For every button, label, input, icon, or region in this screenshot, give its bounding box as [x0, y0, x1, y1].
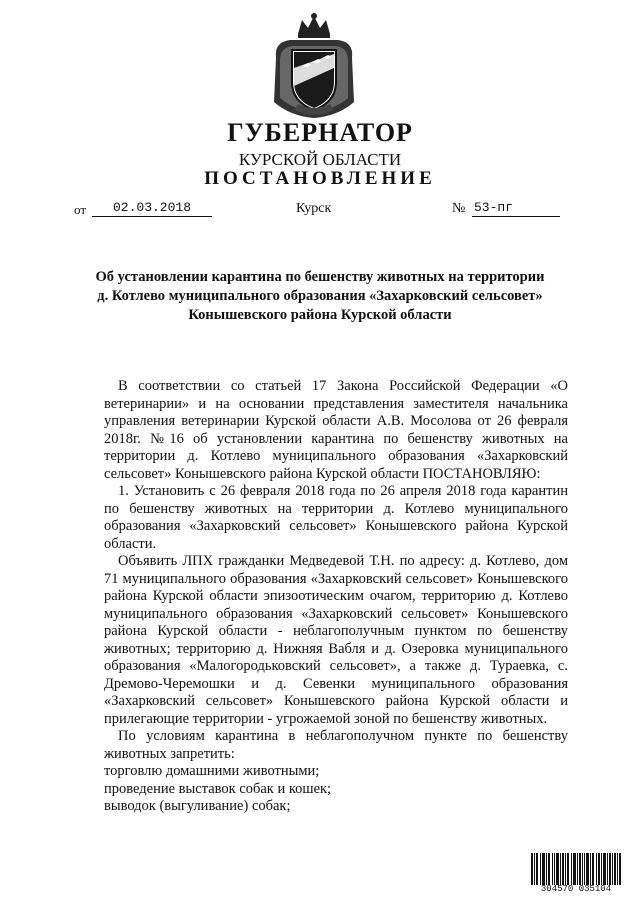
subject-line: Конышевского района Курской области [188, 307, 452, 323]
issuer-region: КУРСКОЙ ОБЛАСТИ [238, 150, 402, 169]
barcode [531, 853, 621, 895]
barcode-number: 304570 035104 [540, 884, 612, 894]
number-label: № [452, 201, 466, 216]
body-paragraph: Объявить ЛПХ гражданки Медведевой Т.Н. по адресу: д. Котлево, дом 71 муниципального образования «Захарковский сельсовет» Конышевского района Курской области эпизоотическим очагом, территорию д. Котлево муниципального образования «Захарковский сельсовет» Конышевского района Курской области - неблагополучным пунктом по бешенству животных; территорию д. Нижняя Вабля и д. Озеровка муниципального образования «Малогородьковский сельсовет», а также д. Тураевка, с. Дремово-Черемошки и д. Севенки муниципального образования «Захарковский сельсовет» Конышевского района Курской области и прилегающие территории - угрожаемой зоной по бешенству животных. [104, 553, 568, 727]
subject-line: Об установлении карантина по бешенству животных на территории [95, 269, 545, 285]
date-label: от [74, 202, 87, 217]
list-item: торговлю домашними животными; [104, 763, 320, 779]
body-paragraph: 1. Установить с 26 февраля 2018 года по 26 апреля 2018 года карантин по бешенству животных на территории д. Котлево муниципального образования «Захарковский сельсовет» Конышевского района Курской области. [104, 483, 568, 552]
body-paragraph: По условиям карантина в неблагополучном пункте по бешенству животных запретить: [104, 728, 568, 762]
document-type: ПОСТАНОВЛЕНИЕ [204, 168, 436, 189]
document-body [104, 378, 568, 816]
list-item: проведение выставок собак и кошек; [104, 780, 332, 797]
subject-line: д. Котлево муниципального образования «Захарковский сельсовет» [97, 288, 543, 304]
coat-of-arms-icon [268, 12, 360, 120]
list-item: выводок (выгуливание) собак; [104, 798, 291, 814]
body-paragraph: В соответствии со статьей 17 Закона Российской Федерации «О ветеринарии» и на основании представления заместителя начальника управления ветеринарии Курской области А.В. Мосолова от 26 февраля 2018г. №16 об установлении карантина по бешенству животных на территории д. Котлево муниципального образования «Захарковский сельсовет» Конышевского района Курской области ПОСТАНОВЛЯЮ: [104, 378, 568, 482]
document-subject [60, 268, 580, 325]
document-number: 53-пг [472, 200, 560, 217]
document-meta [74, 200, 574, 222]
issuer-title: ГУБЕРНАТОР [227, 118, 413, 147]
document-city: Курск [296, 201, 332, 216]
barcode-icon [531, 853, 621, 885]
document-date: 02.03.2018 [92, 200, 212, 217]
